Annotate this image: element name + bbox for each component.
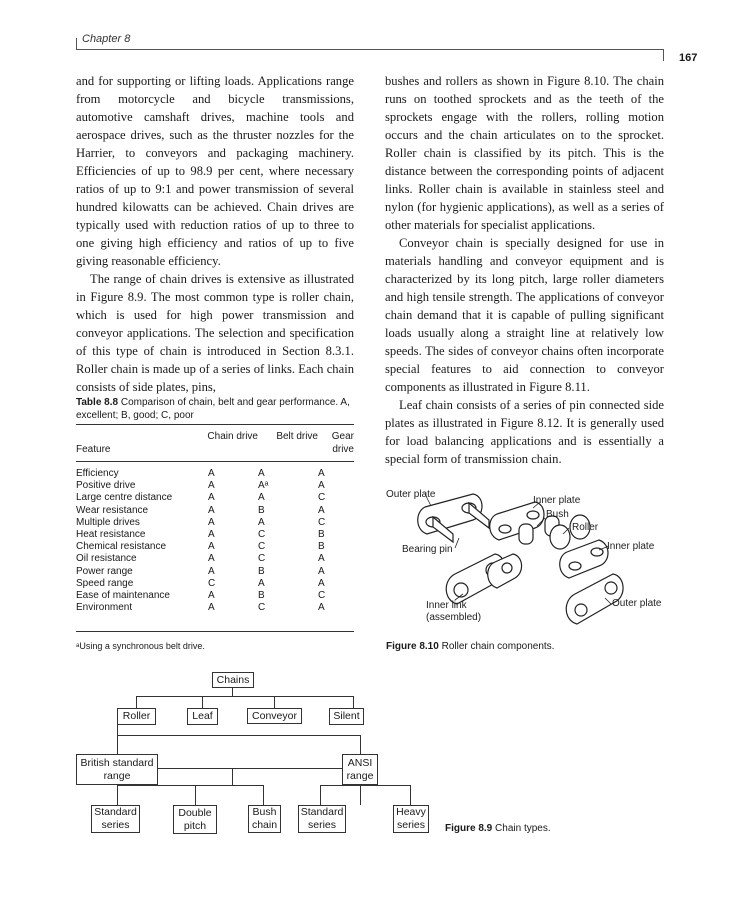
table-cell: A (208, 589, 215, 601)
table-cell: B (258, 589, 265, 601)
table-header-feature: Feature (76, 444, 111, 455)
node-bush-line1: Bush (252, 806, 277, 818)
table-cell: A (318, 468, 325, 479)
table-header-chain: Chain drive (207, 431, 258, 442)
table-cell: Chemical resistance (76, 541, 167, 553)
connector (410, 785, 411, 805)
label-inner-link-line1: Inner link (426, 600, 467, 611)
table-cell: Ease of maintenance (76, 589, 170, 601)
table-label: Table 8.8 (76, 397, 119, 408)
node-double-pitch (173, 805, 217, 834)
right-para-3: Leaf chain consists of a series of pin connected side plates as illustrated in Figure 8.12. It is generally used for load balancing applications and is essentially a special form of transmission chain. (385, 398, 664, 466)
table-cell: A (318, 577, 325, 589)
table-cell: C (318, 589, 326, 601)
node-silent: Silent (329, 708, 364, 725)
connector (360, 735, 361, 754)
table-cell: A (318, 480, 325, 492)
table-cell: A (208, 504, 215, 516)
table-bottom-rule (76, 631, 354, 632)
table-row (76, 578, 354, 590)
table-cell: A (318, 504, 325, 516)
connector (353, 696, 354, 708)
table-cell: A (318, 553, 325, 565)
table-cell: Environment (76, 602, 133, 614)
label-outer-plate-top: Outer plate (386, 489, 436, 500)
right-para-2: Conveyor chain is specially designed for use in materials handling and conveyor equipment and is characterized by its long pitch, large roller diameters and high tensile strength. The applications of conveyor chain demand that it is capable of pulling significant loads usually along a straight line at relatively low speeds. The sides of conveyor chains often incorporate special features to aid connection to conveyor components as illustrated in Figure 8.11. (385, 236, 664, 394)
connector (360, 785, 361, 805)
node-heavy-line2: series (396, 819, 425, 831)
comparison-table (76, 430, 354, 614)
table-top-rule (76, 424, 354, 425)
connector (232, 768, 233, 786)
node-standard-line1: Standard (94, 806, 137, 818)
node-heavy-series (393, 805, 429, 833)
table-cell: A (208, 528, 215, 540)
node-chains: Chains (212, 672, 254, 688)
connector (117, 725, 118, 735)
table-cell: Large centre distance (76, 492, 173, 504)
table-footnote: ᵃUsing a synchronous belt drive. (76, 641, 205, 651)
table-cell: A (208, 541, 215, 553)
table-row (76, 505, 354, 517)
label-inner-link (426, 600, 481, 624)
table-row (76, 541, 354, 553)
figure-8-9-caption-text: Chain types. (495, 823, 551, 834)
table-row (76, 590, 354, 602)
connector (320, 785, 410, 786)
node-heavy-line1: Heavy (396, 806, 426, 818)
node-roller: Roller (117, 708, 156, 725)
table-cell: C (258, 528, 266, 540)
label-inner-plate-top: Inner plate (533, 495, 581, 506)
table-header-rule (76, 461, 354, 468)
table-header-belt: Belt drive (276, 431, 318, 442)
table-caption (76, 396, 356, 422)
connector (117, 735, 361, 736)
table-cell: C (258, 553, 266, 565)
table-cell: B (258, 565, 265, 577)
table-cell: Efficiency (76, 468, 119, 479)
table-cell: A (318, 602, 325, 614)
left-para-1: and for supporting or lifting loads. Applications range from motorcycle and bicycle transmissions, automotive camshaft drives, machine tools and aerospace drives, such as the thruster nozzles for the Harrier, to conveyors and packaging machinery. Efficiencies of up to 98.9 per cent, where necessary ratios of up to 9:1 and power transmission of several hundred kilowatts can be achieved. Chain drives are typically used with reduction ratios of up to three to one giving high efficiency and ratios of up to five giving reasonable efficiency. (76, 74, 354, 268)
right-para-1: bushes and rollers as shown in Figure 8.10. The chain runs on toothed sprockets and as the teeth of the sprockets engage with the rollers, rolling motion occurs and the chain articulates on to the sprocket. Roller chain is classified by its pitch. This is the distance between the corresponding points of adjacent links. Roller chain is available in stainless steel and nylon (for hygienic applications), as well as a series of other materials for specialist applications. (385, 74, 664, 232)
table-cell: A (208, 553, 215, 565)
connector (117, 735, 118, 754)
connector (195, 785, 196, 805)
left-column (76, 72, 354, 396)
node-bush-line2: chain (251, 819, 278, 831)
table-cell: Heat resistance (76, 528, 146, 540)
table-cell: A (208, 516, 215, 528)
label-outer-plate-bottom: Outer plate (612, 598, 662, 609)
connector (232, 688, 233, 696)
connector (117, 785, 118, 805)
inner-plate-shape (490, 502, 544, 540)
table-cell: C (208, 577, 216, 589)
node-standard-series-ansi (298, 805, 346, 833)
node-british-line2: range (103, 769, 131, 782)
table-cell: A (258, 468, 265, 479)
table-row (76, 517, 354, 529)
table-row (76, 468, 354, 480)
node-double-line1: Double (178, 806, 212, 819)
table-cell: C (318, 516, 326, 528)
table-row (76, 553, 354, 565)
figure-8-10-caption-text: Roller chain components. (441, 641, 555, 652)
table-cell: A (208, 468, 215, 479)
node-ansi-line1: ANSI (347, 756, 373, 769)
node-british-line1: British standard (80, 756, 154, 769)
node-standard-line2: series (101, 819, 130, 831)
table-body (76, 468, 354, 614)
connector (320, 785, 321, 805)
table-cell: Multiple drives (76, 516, 140, 528)
node-ansi (342, 754, 378, 785)
label-roller: Roller (572, 522, 599, 533)
node-std-ansi-line1: Standard (300, 806, 344, 818)
table-cell: Wear resistance (76, 504, 149, 516)
table-cell: Speed range (76, 577, 134, 589)
node-leaf: Leaf (187, 708, 218, 725)
connector (263, 785, 264, 805)
connector (143, 768, 342, 769)
table-cell: Oil resistance (76, 553, 137, 565)
table-cell: B (318, 541, 325, 553)
header-rule (76, 49, 664, 50)
table-cell: A (208, 492, 215, 504)
node-british-standard (76, 754, 158, 785)
figure-8-10-label: Figure 8.10 (386, 641, 439, 652)
connector (136, 696, 354, 697)
connector (117, 785, 232, 786)
node-bush-chain (248, 805, 281, 833)
connector (274, 696, 275, 708)
table-row (76, 566, 354, 578)
page-number: 167 (679, 52, 698, 64)
table-cell: A (208, 565, 215, 577)
table-cell: A (258, 492, 265, 504)
table-cell: C (258, 541, 266, 553)
table-caption-text: Comparison of chain, belt and gear performance. A, excellent; B, good; C, poor (76, 397, 350, 421)
node-ansi-line2: range (346, 769, 374, 782)
table-cell: Positive drive (76, 480, 136, 492)
table-header-row (76, 430, 354, 456)
table-cell: B (258, 504, 265, 516)
node-double-line2: pitch (183, 819, 207, 832)
node-standard-series-bs (91, 805, 140, 833)
header-tick-right (663, 49, 664, 61)
node-conveyor: Conveyor (247, 708, 302, 724)
table-header-gear: Gear drive (331, 431, 354, 455)
table-cell: A (258, 516, 265, 528)
table-row (76, 529, 354, 541)
table-cell: Aᵃ (258, 480, 269, 492)
figure-8-10-caption (386, 641, 554, 652)
label-bush: Bush (546, 509, 569, 520)
label-inner-plate-right: Inner plate (607, 541, 655, 552)
table-cell: A (318, 565, 325, 577)
table-cell: A (208, 602, 215, 614)
table-cell: C (318, 492, 326, 504)
label-bearing-pin: Bearing pin (402, 544, 453, 555)
chapter-label: Chapter 8 (82, 33, 131, 45)
table-cell: Power range (76, 565, 133, 577)
right-column (385, 72, 664, 468)
table-cell: B (318, 528, 325, 540)
roller-shape (550, 525, 570, 549)
table-row (76, 602, 354, 614)
connector (202, 696, 203, 708)
connector (232, 785, 264, 786)
table-row (76, 492, 354, 504)
connector (136, 696, 137, 708)
table-cell: A (258, 577, 265, 589)
left-para-2: The range of chain drives is extensive as illustrated in Figure 8.9. The most common type is roller chain, which is used for high power transmission and conveyor applications. The selection and specification of this type of chain is introduced in Section 8.3.1. Roller chain is made up of a series of links. Each chain consists of side plates, pins, (76, 272, 354, 394)
table-cell: C (258, 602, 266, 614)
table-row (76, 480, 354, 492)
figure-8-9-label: Figure 8.9 (445, 823, 493, 834)
label-inner-link-line2: (assembled) (426, 612, 482, 623)
figure-8-9-caption (445, 823, 551, 834)
node-std-ansi-line2: series (307, 819, 336, 831)
table-cell: A (208, 480, 215, 492)
